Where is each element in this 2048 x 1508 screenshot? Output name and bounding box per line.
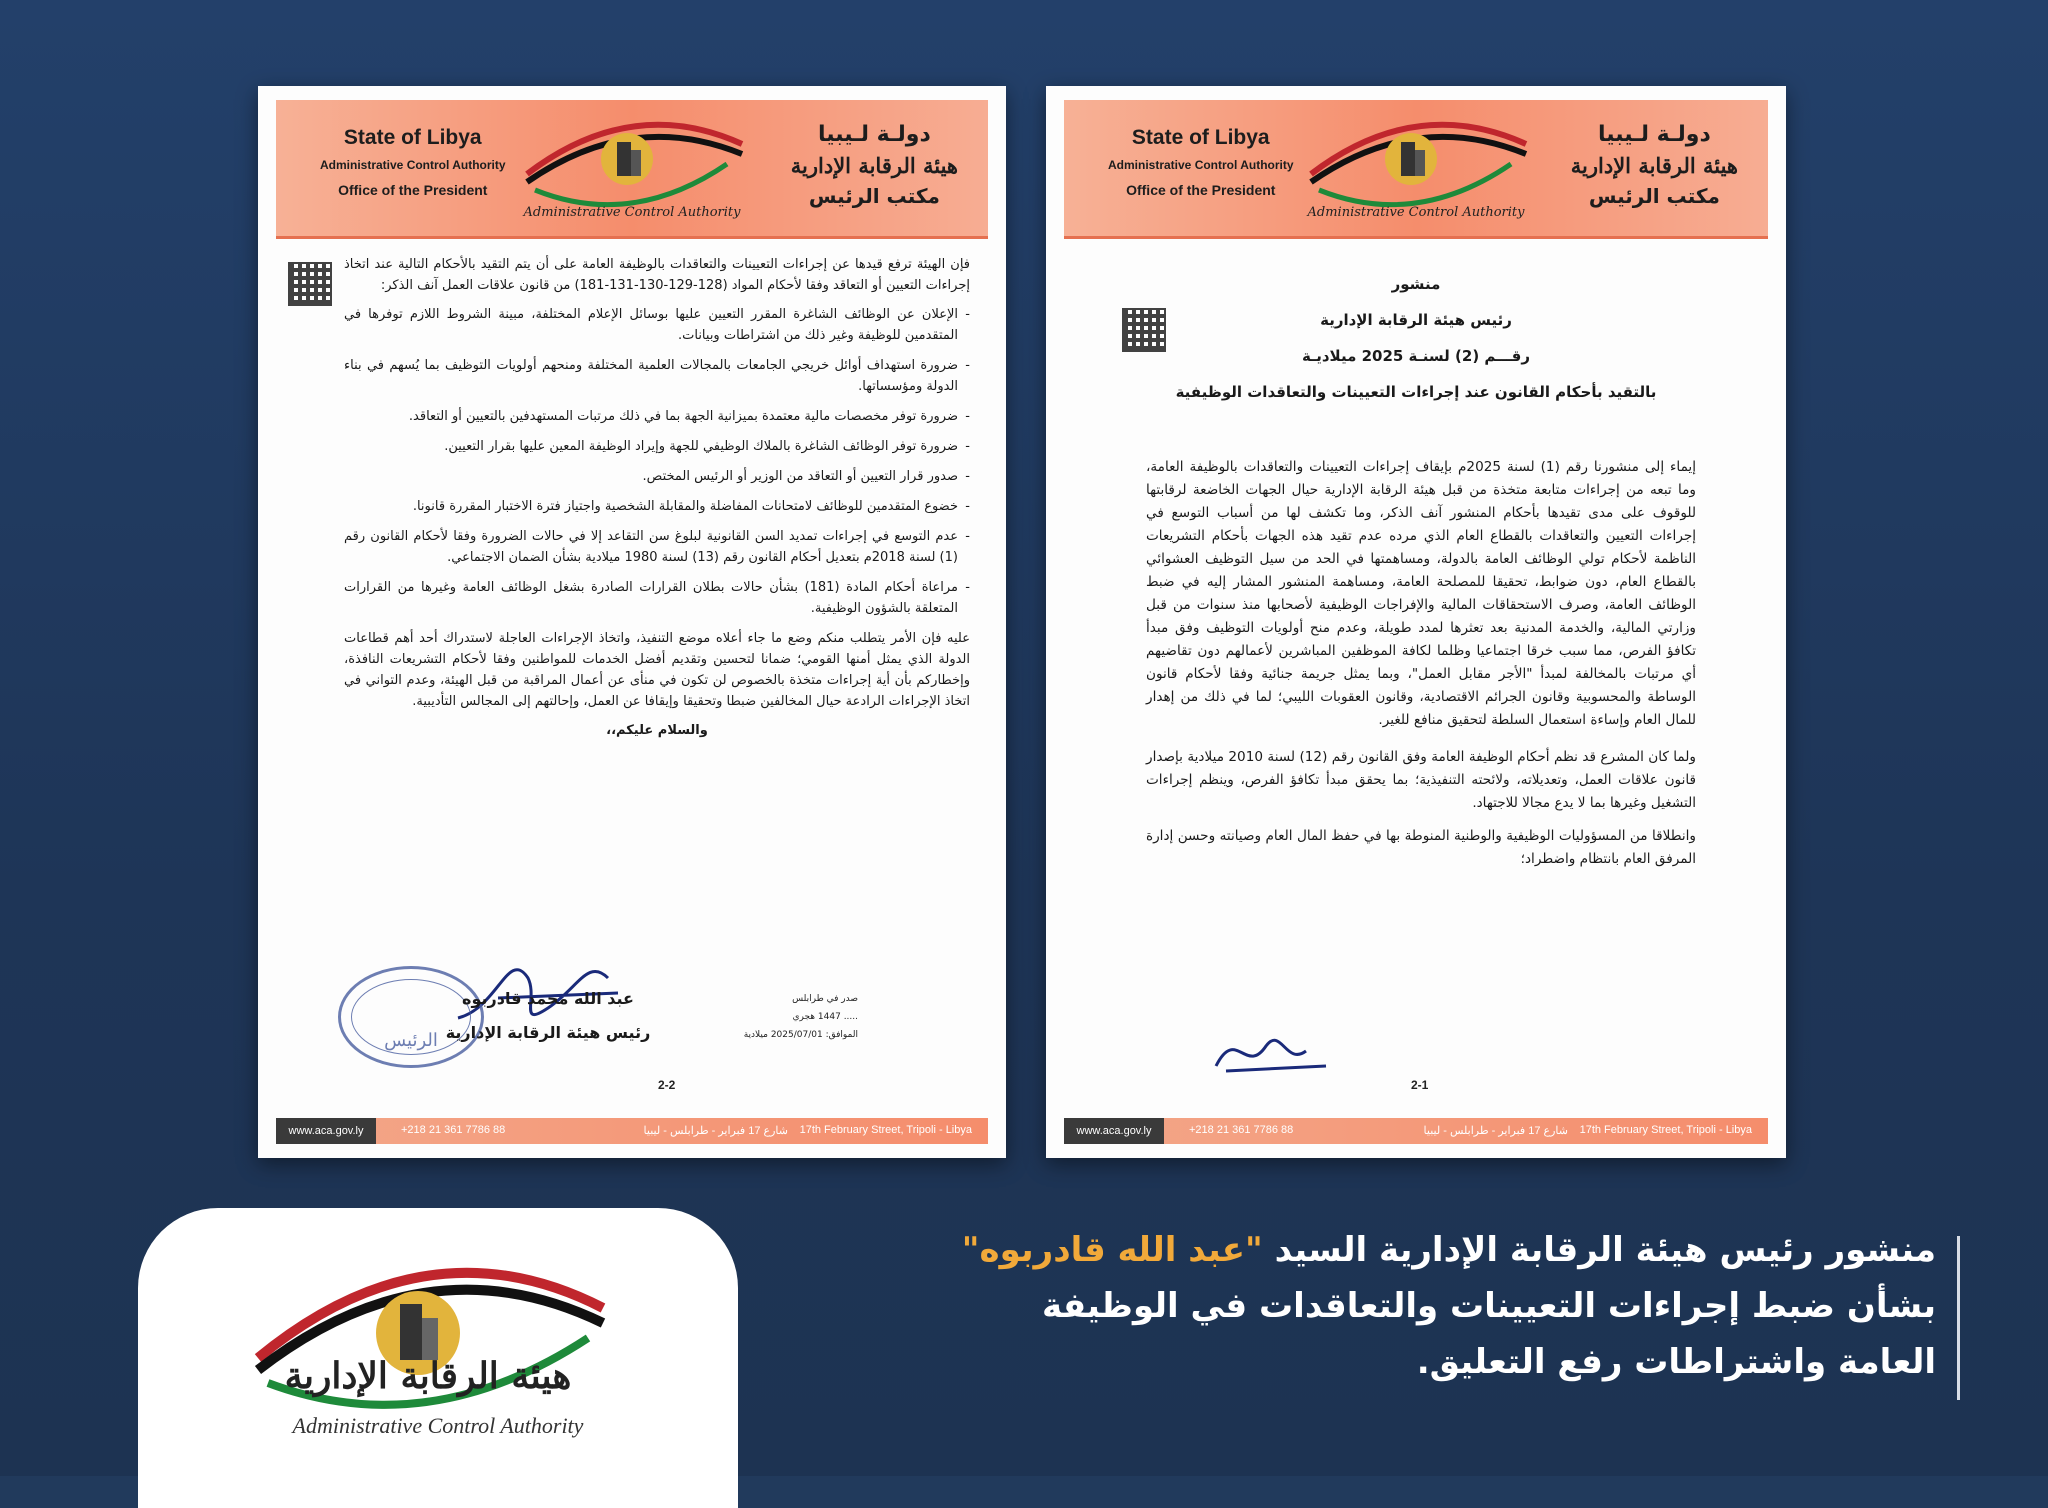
list-item: - مراعاة أحكام المادة (181) بشأن حالات بطلان القرارات الصادرة بشغل الوظائف العامة وغيرها من القرارات المتعلقة بالشؤون الوظيفية. <box>344 577 970 619</box>
heading-subject: بالتقيد بأحكام القانون عند إجراءات التعيينات والتعاقدات الوظيفية <box>1175 383 1657 401</box>
list-item: - عدم التوسع في إجراءات تمديد السن القانونية لبلوغ سن التقاعد إلا في حالات الضرورة وفقا لأحكام القانون رقم (1) لسنة 2018م بتعديل أحكام القانون رقم (13) لسنة 1980 ميلادية بشأن الضمان الاجتماعي. <box>344 526 970 568</box>
caption-line-2: بشأن ضبط إجراءات التعيينات والتعاقدات في الوظيفة <box>1041 1286 1936 1326</box>
list-item: - الإعلان عن الوظائف الشاغرة المقرر التعيين عليها بوسائل الإعلام المختلفة، مبينة الشروط اللازم توفرها في المتقدمين للوظيفة وغير ذلك من اشتراطات وبيانات. <box>344 304 970 346</box>
page1-body <box>1146 456 1696 879</box>
aca-large-logo-icon <box>228 1238 628 1448</box>
letterhead-state-ar: دولـة لـيبيا <box>1598 122 1711 147</box>
letterhead-arabic <box>1571 122 1738 208</box>
letterhead-authority-ar: هيئة الرقابة الإدارية <box>790 153 958 178</box>
page2-intro: فإن الهيئة ترفع قيدها عن إجراءات التعيينات والتعاقدات بالوظيفة العامة على أن يتم التقيد بالأحكام التالية عند اتخاذ إجراءات التعيين أو التعاقد وفقا لأحكام المواد (128-129-130-131-181) من قانون علاقات العمل آنف الذكر: <box>344 257 970 293</box>
qr-code-icon <box>288 262 332 306</box>
page2-closing: عليه فإن الأمر يتطلب منكم وضع ما جاء أعلاه موضع التنفيذ، واتخاذ الإجراءات العاجلة لاستدراك أحد أهم قطاعات الدولة الذي يمثل أمنها القومي؛ ضمانا لتحسين وتقديم أفضل الخدمات للمواطنين وفقا لأحكام التشريعات النافذة، وإخطاركم بأن أية إجراءات متخذة بالخصوص لن تكون في منأى عن أعمال المراقبة من قبل الهيئة، وعدم التواني في اتخاذ الإجراءات الرادعة حيال المخالفين ضبطا وتحقيقا وإيقافا عن العمل، وإحالتهم إلى المجالس التأديبية. <box>344 631 970 709</box>
logo-caption: Administrative Control Authority <box>292 1413 584 1438</box>
circular-heading <box>1106 266 1726 410</box>
footer-address-ar: شارع 17 فبراير - طرابلس - ليبيا <box>1423 1125 1568 1137</box>
letterhead-office-ar: مكتب الرئيس <box>808 184 940 208</box>
letterhead-arabic <box>791 122 958 208</box>
letterhead-english <box>320 126 506 198</box>
letterhead-authority: Administrative Control Authority <box>320 158 506 172</box>
page2-body <box>344 254 970 749</box>
conditions-list <box>344 304 970 619</box>
issue-meta <box>698 990 858 1044</box>
aca-emblem-icon <box>507 104 757 232</box>
letterhead <box>276 100 988 239</box>
caption-line-3: العامة واشتراطات رفع التعليق. <box>1416 1342 1936 1382</box>
footer-website: www.aca.gov.ly <box>1064 1118 1164 1144</box>
page-number: 2-2 <box>658 1078 676 1092</box>
page1-paragraph-2: ولما كان المشرع قد نظم أحكام الوظيفة العامة وفق القانون رقم (12) لسنة 2010 ميلادية بإصدار قانون علاقات العمل، وتعديلاته، ولائحته التنفيذية؛ بما يحقق مبدأ تكافؤ الفرص، وينظم إجراءات التشغيل وغيرها بما لا يدع مجالا للاجتهاد. <box>1146 749 1696 811</box>
svg-text:هيئة الرقابة الإدارية: هيئة الرقابة الإدارية <box>284 1355 572 1397</box>
heading-number: رقـــم (2) لسنـة 2025 ميلاديـة <box>1302 347 1530 365</box>
list-item: - ضرورة توفر الوظائف الشاغرة بالملاك الوظيفي للجهة وإيراد الوظيفة المعين عليها بقرار التعيين. <box>344 436 970 457</box>
issued-in: صدر في طرابلس <box>792 994 858 1004</box>
signer-name: عبد الله محمد قادربوه <box>462 989 634 1008</box>
letterhead-english <box>1108 126 1294 198</box>
letterhead-office: Office of the President <box>338 182 488 198</box>
post-caption <box>836 1222 1936 1390</box>
letterhead-office: Office of the President <box>1126 182 1276 198</box>
svg-text:Administrative Control Authori: Administrative Control Authority <box>523 205 741 220</box>
hijri-date: ..... 1447 هجري <box>792 1012 858 1022</box>
svg-text:Administrative Control Authori: Administrative Control Authority <box>1307 205 1525 220</box>
signature-icon <box>1206 1006 1336 1086</box>
salutation: والسلام عليكم،، <box>606 723 708 738</box>
footer-phone: +218 21 361 7786 88 <box>1189 1124 1294 1136</box>
caption-line-1 <box>836 1222 1936 1278</box>
signer-title: رئيس هيئة الرقابة الإدارية <box>445 1023 651 1042</box>
list-item: - خضوع المتقدمين للوظائف لامتحانات المفاضلة والمقابلة الشخصية واجتياز فترة الاختبار المقررة قانونا. <box>344 496 970 517</box>
letter-footer <box>1064 1118 1768 1144</box>
footer-address-en: 17th February Street, Tripoli - Libya <box>1579 1124 1752 1136</box>
heading-issuer: رئيس هيئة الرقابة الإدارية <box>1320 311 1512 329</box>
list-item: - ضرورة استهداف أوائل خريجي الجامعات بالمجالات العلمية المختلفة ومنحهم أولويات التوظيف بما يُسهم في بناء الدولة ومؤسساتها. <box>344 355 970 397</box>
gregorian-date: الموافق: 2025/07/01 ميلادية <box>743 1030 858 1040</box>
document-page-1 <box>1046 86 1786 1158</box>
aca-emblem-icon <box>1291 104 1541 232</box>
footer-website: www.aca.gov.ly <box>276 1118 376 1144</box>
letterhead <box>1064 100 1768 239</box>
letterhead-state-ar: دولـة لـيبيا <box>818 122 931 147</box>
footer-address-en: 17th February Street, Tripoli - Libya <box>799 1124 972 1136</box>
letterhead-office-ar: مكتب الرئيس <box>1588 184 1720 208</box>
footer-address-ar: شارع 17 فبراير - طرابلس - ليبيا <box>643 1125 788 1137</box>
page-number: 2-1 <box>1411 1078 1429 1092</box>
stamp-label: الرئيس <box>384 1030 438 1051</box>
letter-footer <box>276 1118 988 1144</box>
list-item: - ضرورة توفر مخصصات مالية معتمدة بميزانية الجهة بما في ذلك مرتبات المستهدفين بالتعيين أو التعاقد. <box>344 406 970 427</box>
letterhead-authority-ar: هيئة الرقابة الإدارية <box>1570 153 1738 178</box>
letterhead-state: State of Libya <box>343 126 482 149</box>
page1-paragraph-3: وانطلاقا من المسؤوليات الوظيفية والوطنية المنوطة بها في حفظ المال العام وصيانته وحسن إدارة المرفق العام بانتظام واضطراد؛ <box>1146 828 1696 867</box>
letterhead-state: State of Libya <box>1131 126 1270 149</box>
page1-paragraph-1: إيماء إلى منشورنا رقم (1) لسنة 2025م بإيقاف إجراءات التعيينات والتعاقدات بالوظيفة العامة، وما تبعه من إجراءات متابعة متخذة من قبل هيئة الرقابة الإدارية حيال الجهات الخاضعة لرقابتها للوقوف على مدى تقيدها بأحكام المنشور آنف الذكر، وما تكشف لها من أسباب التوسع في إجراءات التعيين والتعاقدات بالقطاع العام الذي مرده عدم تقيد هذه الجهات بأحكام التشريعات الناظمة لأحكام تولي الوظائف العامة بالدولة، ومساهمتها في الحد من سيل التوظيف العشوائي بالقطاع العام، دون ضوابط، تحقيقا للمصلحة العامة، ومساهمة المنشور المشار إليه في ضبط الوظائف العامة، وصرف الاستحقاقات المالية والإفراجات الوظيفية لأصحابها منذ سنوات من قبل وزارتي المالية، والخدمة المدنية بعد تعثرها لمدد طويلة، وعدم منح أولويات التوظيف وفق مبدأ تكافؤ الفرص، مما سبب خرقا اجتماعيا وظلما لكافة الموظفين المباشرين لأعمالهم دون تقاضيهم أي مرتبات بالمخالفة لمبدأ "الأجر مقابل العمل"، وبما يمثل جريمة جنائية وفقا لأحكام قانون الوساطة والمحسوبية وقانون الجرائم الاقتصادية، وقانون العقوبات الليبي؛ لما في ذلك من إهدار للمال العام وإساءة استعمال السلطة لتحقيق منافع للغير. <box>1146 459 1696 728</box>
caption-line-1-text: منشور رئيس هيئة الرقابة الإدارية السيد <box>1262 1230 1936 1270</box>
footer-phone: +218 21 361 7786 88 <box>401 1124 506 1136</box>
heading-title: منشور <box>1391 275 1441 293</box>
signature-block <box>418 982 678 1050</box>
letterhead-authority: Administrative Control Authority <box>1108 158 1294 172</box>
caption-highlight-name: "عبد الله قادربوه" <box>961 1230 1263 1270</box>
list-item: - صدور قرار التعيين أو التعاقد من الوزير أو الرئيس المختص. <box>344 466 970 487</box>
document-page-2 <box>258 86 1006 1158</box>
caption-divider <box>1957 1236 1960 1400</box>
